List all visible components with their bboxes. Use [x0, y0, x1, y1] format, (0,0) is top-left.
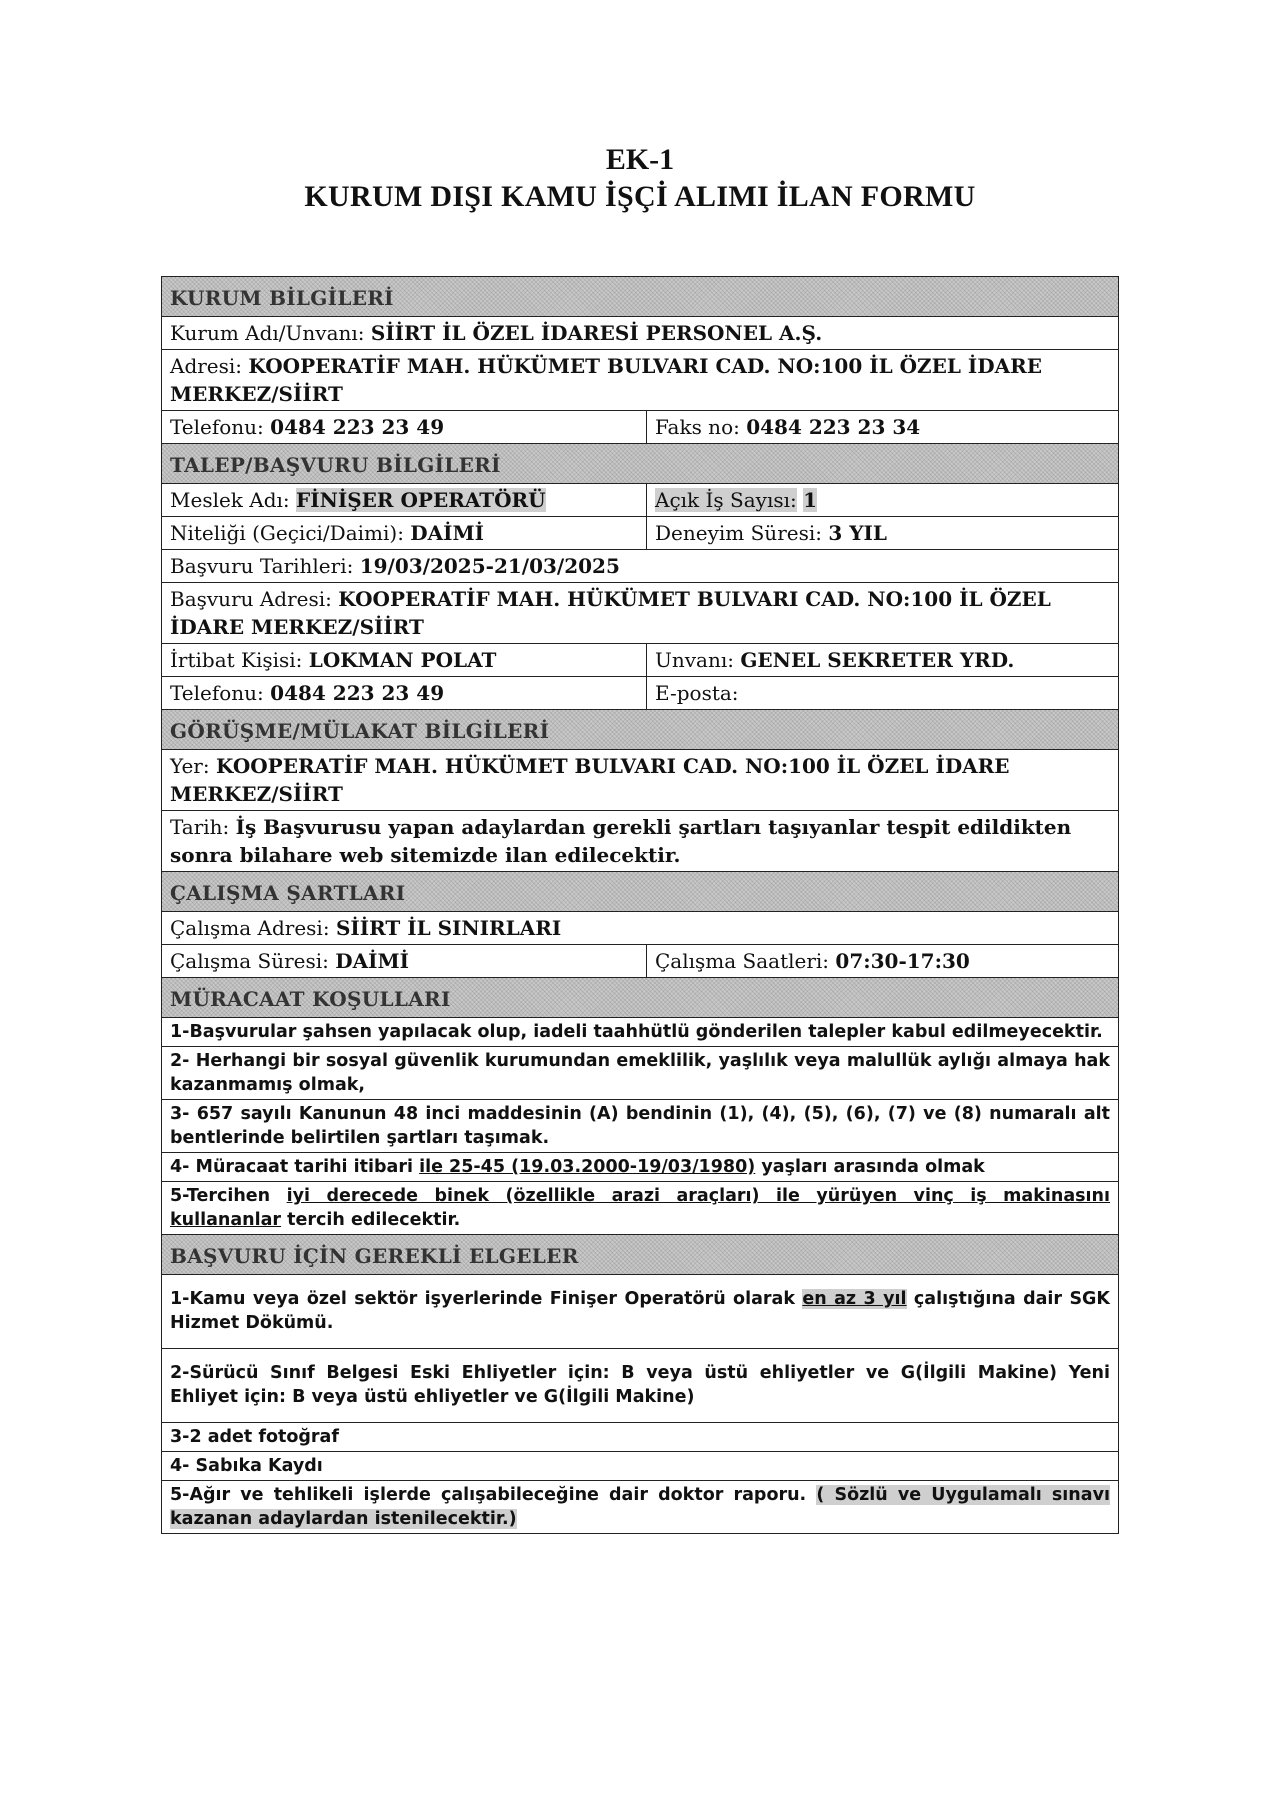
doc-title: KURUM DIŞI KAMU İŞÇİ ALIMI İLAN FORMU: [304, 180, 976, 213]
condition-1: 1-Başvurular şahsen yapılacak olup, iadeli taahhütlü gönderilen talepler kabul edilmeyecektir.: [162, 1018, 1118, 1047]
highlighted-text: en az 3 yıl: [802, 1289, 907, 1309]
value: KOOPERATİF MAH. HÜKÜMET BULVARI CAD. NO:100 İL ÖZEL İDARE MERKEZ/SİİRT: [170, 354, 1042, 406]
document-2: 2-Sürücü Sınıf Belgesi Eski Ehliyetler için: B veya üstü ehliyetler ve G(İlgili Makine) Yeni Ehliyet için: B veya üstü ehliyetler ve G(İlgili Makine): [162, 1349, 1118, 1423]
value: 1: [803, 488, 818, 512]
text: 1-Kamu veya özel sektör işyerlerinde Finişer Operatörü olarak: [170, 1289, 803, 1309]
label: Telefonu:: [170, 415, 264, 439]
value: FİNİŞER OPERATÖRÜ: [296, 488, 546, 512]
row-kurum-phone-fax: [162, 411, 1118, 444]
row-app-address: [162, 583, 1118, 644]
row-work-duration-hours: [162, 945, 1118, 978]
text: 4- Müracaat tarihi itibari: [170, 1157, 420, 1177]
label: Yer:: [170, 754, 210, 778]
row-contact-title: [162, 644, 1118, 677]
label: Meslek Adı:: [170, 488, 290, 512]
value: SİİRT İL ÖZEL İDARESİ PERSONEL A.Ş.: [370, 321, 823, 345]
doc-annex-label: EK-1: [605, 143, 675, 176]
label: Çalışma Süresi:: [170, 949, 329, 973]
underlined-text: ile 25-45 (19.03.2000-19/03/1980): [419, 1157, 756, 1177]
section-talep-header: TALEP/BAŞVURU BİLGİLERİ: [162, 444, 1118, 484]
value: İş Başvurusu yapan adaylardan gerekli şartları taşıyanlar tespit edildikten sonra bilahare web sitemizde ilan edilecektir.: [170, 815, 1072, 867]
row-interview-date: [162, 811, 1118, 872]
value: DAİMİ: [410, 521, 485, 545]
value: 0484 223 23 34: [746, 415, 921, 439]
job-posting-form: [161, 276, 1119, 1534]
row-dates: [162, 550, 1118, 583]
highlighted-text: ( Sözlü ve Uygulamalı sınavı kazanan adaylardan istenilecektir.): [170, 1485, 1110, 1529]
section-muracaat-header: MÜRACAAT KOŞULLARI: [162, 978, 1118, 1018]
label: E-posta:: [655, 681, 739, 705]
value: GENEL SEKRETER YRD.: [740, 648, 1015, 672]
row-work-address: [162, 912, 1118, 945]
condition-2: 2- Herhangi bir sosyal güvenlik kurumundan emeklilik, yaşlılık veya malullük aylığı almaya hak kazanmamış olmak,: [162, 1047, 1118, 1100]
value: SİİRT İL SINIRLARI: [335, 916, 562, 940]
section-calisma-header: ÇALIŞMA ŞARTLARI: [162, 872, 1118, 912]
row-job-openings: [162, 484, 1118, 517]
label: Deneyim Süresi:: [655, 521, 822, 545]
section-gorusme-header: GÖRÜŞME/MÜLAKAT BİLGİLERİ: [162, 710, 1118, 750]
label: Başvuru Tarihleri:: [170, 554, 354, 578]
underlined-text: iyi derecede binek (özellikle arazi araçları) ile yürüyen vinç iş makinasını kullananlar: [170, 1186, 1110, 1230]
label: Tarih:: [170, 815, 230, 839]
value: 07:30-17:30: [835, 949, 970, 973]
text: tercih edilecektir.: [281, 1210, 461, 1230]
value: 0484 223 23 49: [270, 415, 445, 439]
document-5: [162, 1481, 1118, 1533]
label: Unvanı:: [655, 648, 734, 672]
text: yaşları arasında olmak: [755, 1157, 985, 1177]
text: 5-Ağır ve tehlikeli işlerde çalışabileceğine dair doktor raporu.: [170, 1485, 817, 1505]
document-3: 3-2 adet fotoğraf: [162, 1423, 1118, 1452]
text: çalıştığına dair SGK Hizmet Dökümü.: [170, 1289, 1110, 1333]
value: 19/03/2025-21/03/2025: [359, 554, 620, 578]
value: KOOPERATİF MAH. HÜKÜMET BULVARI CAD. NO:100 İL ÖZEL İDARE MERKEZ/SİİRT: [170, 587, 1051, 639]
row-kurum-address: [162, 350, 1118, 411]
label: Faks no:: [655, 415, 740, 439]
row-interview-place: [162, 750, 1118, 811]
row-kurum-name: [162, 317, 1118, 350]
label: Çalışma Saatleri:: [655, 949, 830, 973]
value: LOKMAN POLAT: [308, 648, 497, 672]
label: Telefonu:: [170, 681, 264, 705]
section-belgeler-header: BAŞVURU İÇİN GEREKLİ ELGELER: [162, 1235, 1118, 1275]
text: 5-Tercihen: [170, 1186, 287, 1206]
row-type-experience: [162, 517, 1118, 550]
label: Adresi:: [170, 354, 243, 378]
value: DAİMİ: [335, 949, 409, 973]
label: Kurum Adı/Unvanı:: [170, 321, 365, 345]
label: İrtibat Kişisi:: [170, 648, 303, 672]
value: KOOPERATİF MAH. HÜKÜMET BULVARI CAD. NO:100 İL ÖZEL İDARE MERKEZ/SİİRT: [170, 754, 1010, 806]
document-1: [162, 1275, 1118, 1349]
label: Çalışma Adresi:: [170, 916, 330, 940]
value: 0484 223 23 49: [270, 681, 445, 705]
condition-4: [162, 1153, 1118, 1182]
row-phone-email: [162, 677, 1118, 710]
value: 3 YIL: [828, 521, 887, 545]
document-4: 4- Sabıka Kaydı: [162, 1452, 1118, 1481]
section-kurum-header: KURUM BİLGİLERİ: [162, 277, 1118, 317]
label: Başvuru Adresi:: [170, 587, 332, 611]
condition-3: 3- 657 sayılı Kanunun 48 inci maddesinin (A) bendinin (1), (4), (5), (6), (7) ve (8) numaralı alt bentlerinde belirtilen şartları taşımak.: [162, 1100, 1118, 1153]
condition-5: [162, 1182, 1118, 1235]
label: Açık İş Sayısı:: [655, 488, 797, 512]
label: Niteliği (Geçici/Daimi):: [170, 521, 404, 545]
